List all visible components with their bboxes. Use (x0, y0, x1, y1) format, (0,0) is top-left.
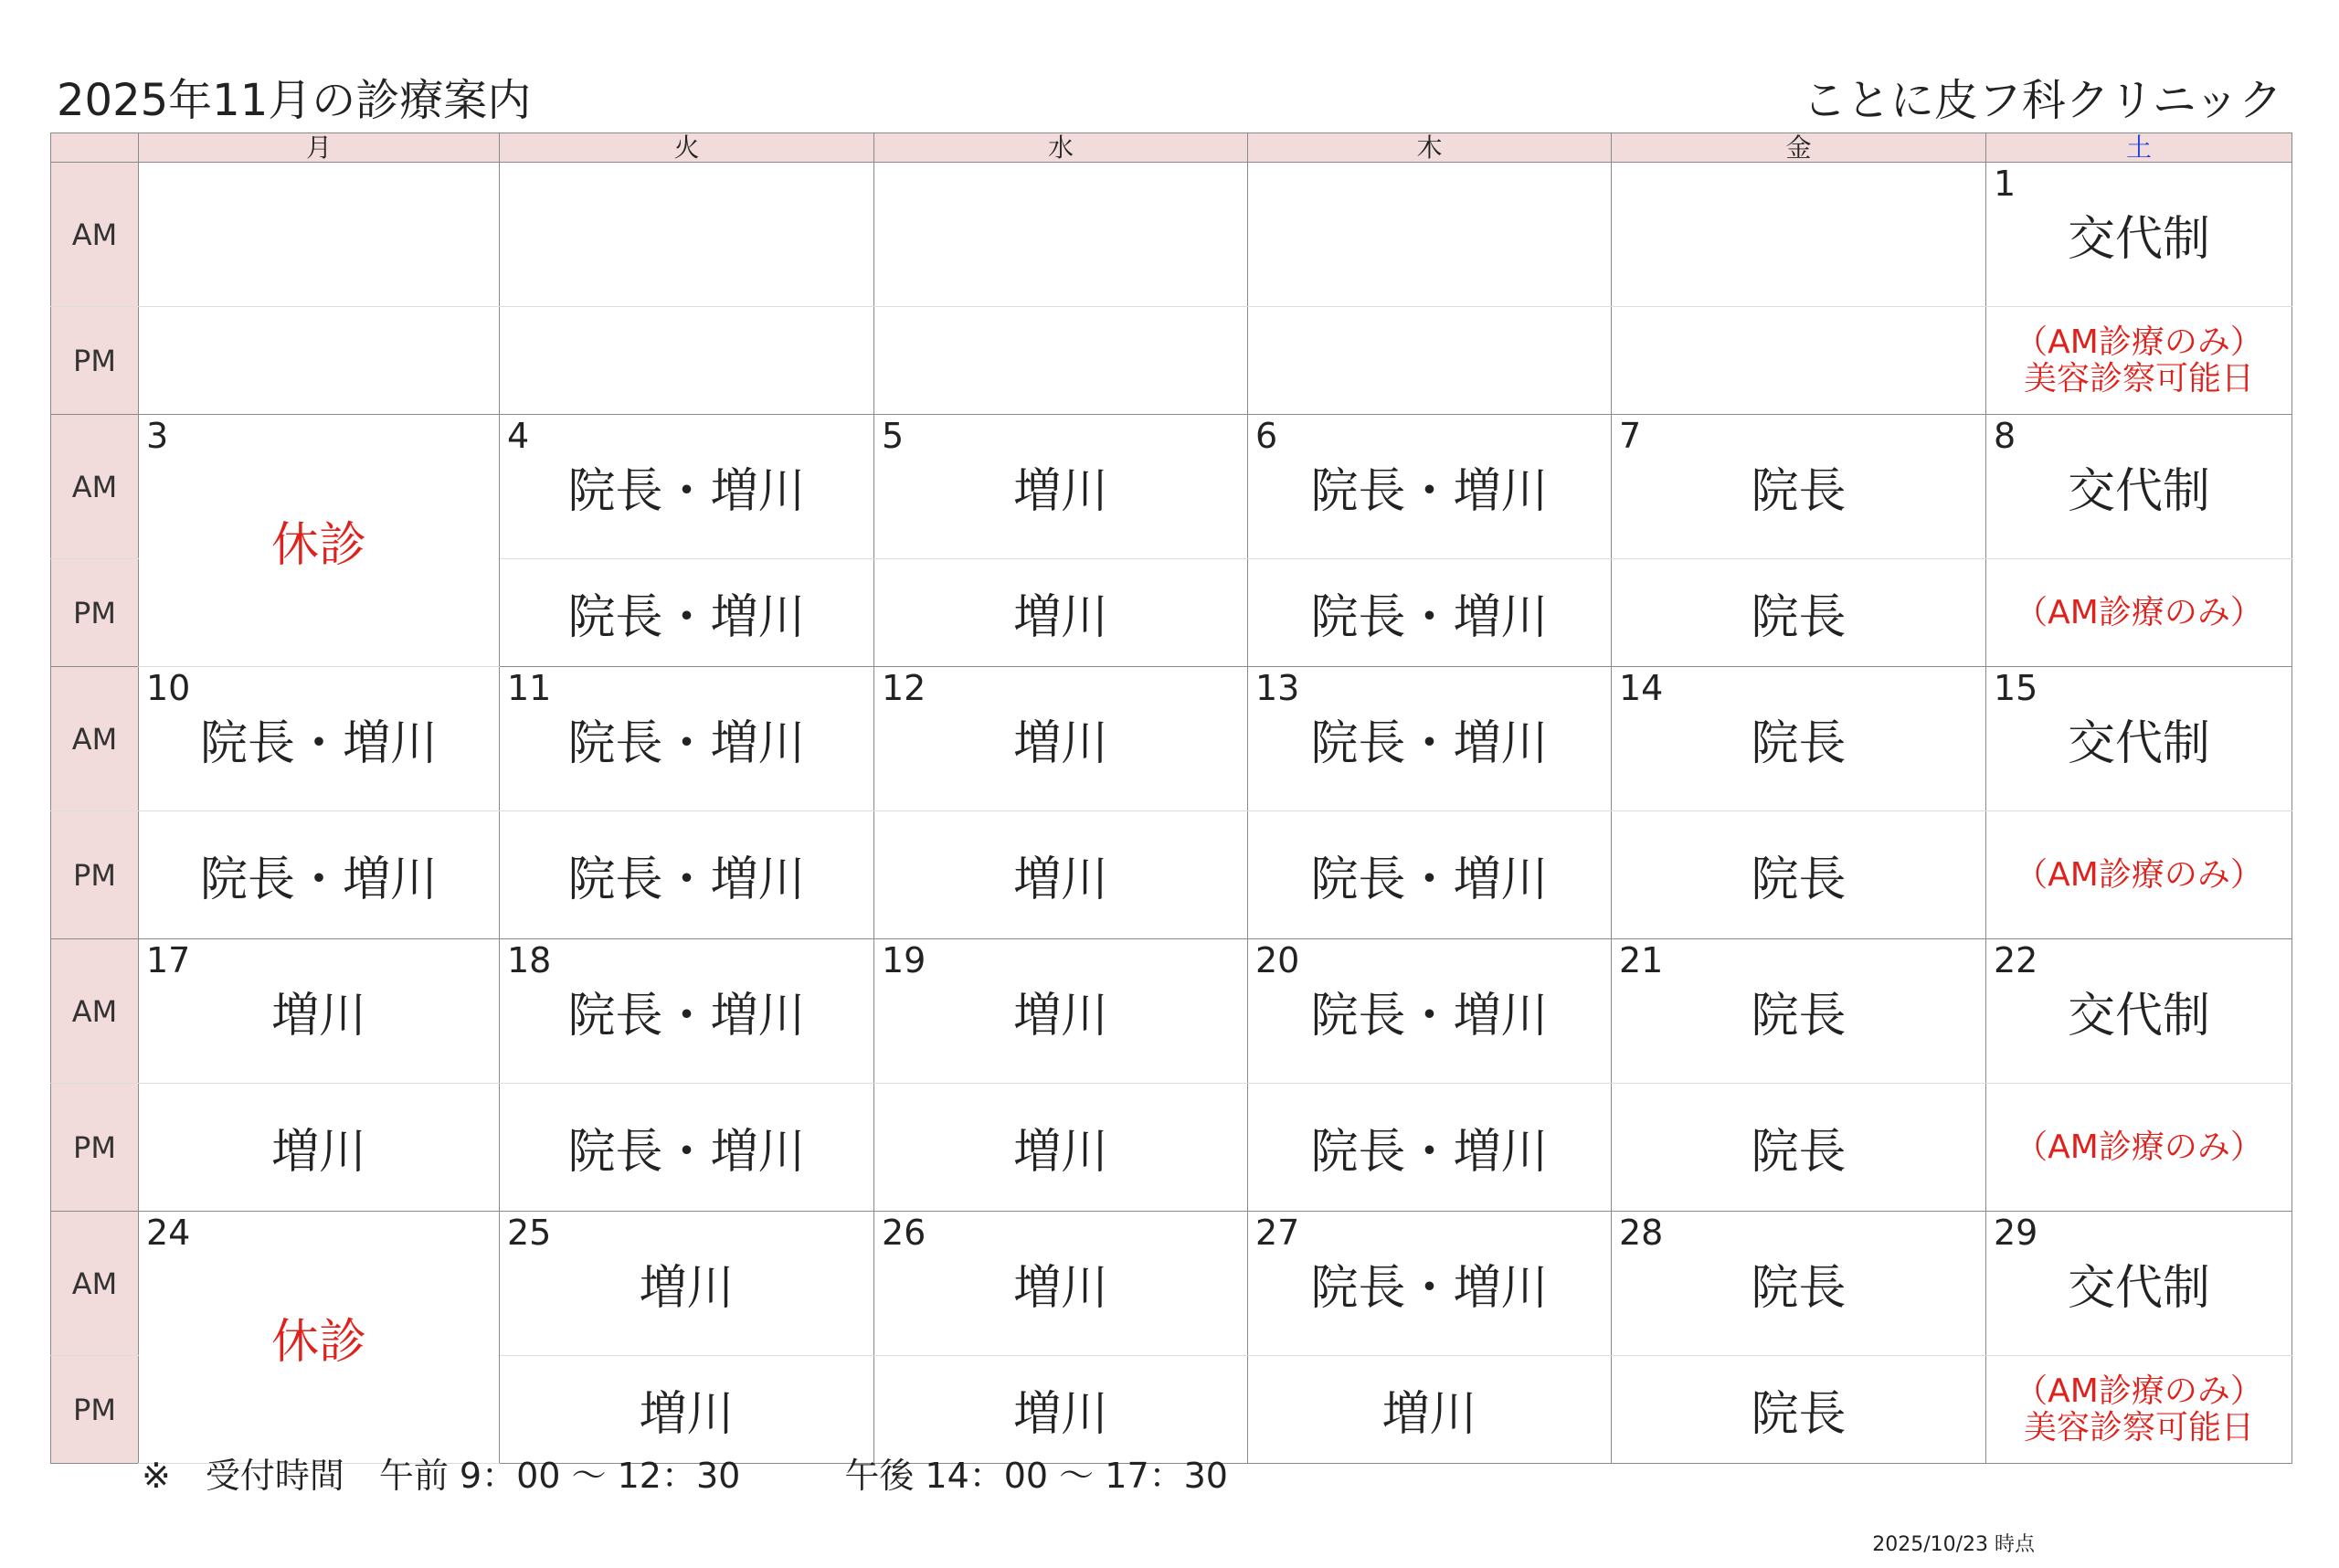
am-cell (874, 163, 1248, 307)
day-number: 18 (507, 940, 552, 980)
pm-staff: 増川 (270, 1125, 366, 1180)
am-row (51, 939, 2292, 1084)
weekday-mon: 月 (139, 133, 500, 163)
am-only-note: （AM診療のみ） (2015, 593, 2263, 631)
pm-cell (1986, 559, 2292, 667)
pm-cell (1986, 1084, 2292, 1212)
am-staff: 交代制 (2067, 212, 2210, 267)
pm-staff: 院長 (1751, 853, 1847, 907)
pm-cell (500, 559, 874, 667)
am-cell (139, 667, 500, 811)
am-cell (1248, 939, 1612, 1084)
pm-staff: 院長・増川 (567, 1125, 806, 1180)
reception-hours-note: ※ 受付時間 午前 9：00 ～ 12：30 午後 14：00 ～ 17：30 (142, 1456, 1228, 1496)
am-slot-label: AM (51, 1212, 139, 1356)
am-staff: 院長 (1751, 989, 1847, 1044)
pm-cell (1612, 559, 1986, 667)
pm-cell (500, 1356, 874, 1464)
pm-staff: 増川 (1012, 590, 1108, 645)
cosmetic-consult-note: 美容診察可能日 (2023, 1408, 2254, 1446)
pm-row (51, 811, 2292, 939)
pm-cell (500, 811, 874, 939)
pm-staff: 院長 (1751, 1387, 1847, 1442)
am-cell (1612, 667, 1986, 811)
day-number: 14 (1619, 668, 1664, 708)
am-staff: 増川 (639, 1261, 735, 1316)
am-slot-label: AM (51, 163, 139, 307)
day-number: 12 (882, 668, 926, 708)
day-number: 10 (146, 668, 191, 708)
day-number: 17 (146, 940, 191, 980)
day-number: 8 (1994, 416, 2016, 456)
day-number: 20 (1255, 940, 1300, 980)
day-number: 3 (146, 416, 169, 456)
clinic-name: ことに皮フ科クリニック (1802, 75, 2282, 126)
day-number: 28 (1619, 1213, 1664, 1253)
am-cell (1248, 163, 1612, 307)
am-slot-label: AM (51, 415, 139, 559)
closed-label: 休診 (270, 518, 366, 573)
am-cell (1248, 667, 1612, 811)
am-staff: 院長・増川 (1310, 989, 1549, 1044)
am-cell (1986, 415, 2292, 559)
am-only-note: （AM診療のみ） (2015, 855, 2263, 894)
day-number: 27 (1255, 1213, 1300, 1253)
pm-cell (500, 1084, 874, 1212)
am-staff: 院長・増川 (567, 989, 806, 1044)
pm-cell (1986, 811, 2292, 939)
am-cell (1612, 1212, 1986, 1356)
pm-cell (139, 1084, 500, 1212)
pm-staff: 院長・増川 (567, 853, 806, 907)
pm-note (1986, 1129, 2291, 1166)
am-cell (1986, 1212, 2292, 1356)
weekday-wed: 水 (874, 133, 1248, 163)
pm-cell (139, 811, 500, 939)
pm-row (51, 307, 2292, 415)
am-only-note: （AM診療のみ） (2015, 323, 2263, 361)
am-staff: 院長・増川 (567, 716, 806, 771)
pm-staff: 院長・増川 (1310, 853, 1549, 907)
day-number: 29 (1994, 1213, 2038, 1253)
am-cell (139, 163, 500, 307)
page-title: 2025年11月の診療案内 (57, 75, 532, 126)
day-number: 11 (507, 668, 552, 708)
schedule-calendar (50, 132, 2292, 1464)
pm-staff: 院長 (1751, 1125, 1847, 1180)
am-staff: 院長・増川 (1310, 464, 1549, 519)
pm-staff: 増川 (1012, 853, 1108, 907)
day-number: 13 (1255, 668, 1300, 708)
am-cell (1612, 939, 1986, 1084)
day-cell-closed (139, 415, 500, 667)
weekday-sat: 土 (1986, 133, 2292, 163)
pm-cell (1248, 1084, 1612, 1212)
am-row (51, 1212, 2292, 1356)
am-staff: 院長 (1751, 716, 1847, 771)
am-cell (1986, 667, 2292, 811)
am-slot-label: AM (51, 939, 139, 1084)
am-cell (1612, 163, 1986, 307)
pm-cell (874, 1356, 1248, 1464)
weekday-fri: 金 (1612, 133, 1986, 163)
pm-cell (1248, 559, 1612, 667)
pm-staff: 院長・増川 (567, 590, 806, 645)
day-number: 22 (1994, 940, 2038, 980)
pm-staff: 増川 (1012, 1387, 1108, 1442)
pm-cell (1986, 1356, 2292, 1464)
as-of-date: 2025/10/23 時点 (1872, 1533, 2035, 1556)
pm-slot-label: PM (51, 307, 139, 415)
am-staff: 交代制 (2067, 716, 2210, 771)
pm-cell (874, 1084, 1248, 1212)
pm-cell (874, 811, 1248, 939)
am-only-note: （AM診療のみ） (2015, 1128, 2263, 1166)
day-number: 1 (1994, 164, 2016, 204)
day-number: 7 (1619, 416, 1642, 456)
pm-cell (139, 307, 500, 415)
am-cell (1986, 163, 2292, 307)
day-number: 4 (507, 416, 530, 456)
pm-cell (1986, 307, 2292, 415)
pm-cell (874, 559, 1248, 667)
pm-slot-label: PM (51, 1356, 139, 1464)
pm-slot-label: PM (51, 811, 139, 939)
am-staff: 交代制 (2067, 1261, 2210, 1316)
pm-row (51, 1084, 2292, 1212)
am-cell (1986, 939, 2292, 1084)
am-staff: 院長 (1751, 1261, 1847, 1316)
am-cell (874, 415, 1248, 559)
pm-cell (1612, 307, 1986, 415)
am-cell (1248, 415, 1612, 559)
pm-staff: 院長・増川 (199, 853, 438, 907)
day-number: 24 (146, 1213, 191, 1253)
pm-staff: 増川 (1012, 1125, 1108, 1180)
pm-staff: 増川 (1381, 1387, 1477, 1442)
am-slot-label: AM (51, 667, 139, 811)
pm-cell (1612, 1084, 1986, 1212)
day-cell-closed (139, 1212, 500, 1464)
day-number: 26 (882, 1213, 926, 1253)
am-staff: 交代制 (2067, 464, 2210, 519)
am-staff: 交代制 (2067, 989, 2210, 1044)
am-staff: 増川 (270, 989, 366, 1044)
pm-slot-label: PM (51, 1084, 139, 1212)
am-cell (500, 163, 874, 307)
day-number: 19 (882, 940, 926, 980)
day-number: 25 (507, 1213, 552, 1253)
am-staff: 院長・増川 (1310, 716, 1549, 771)
am-row (51, 667, 2292, 811)
am-staff: 院長・増川 (1310, 1261, 1549, 1316)
pm-cell (874, 307, 1248, 415)
pm-note (1986, 857, 2291, 894)
am-cell (500, 667, 874, 811)
am-cell (500, 415, 874, 559)
pm-staff: 院長・増川 (1310, 590, 1549, 645)
pm-staff: 増川 (639, 1387, 735, 1442)
pm-cell (1612, 811, 1986, 939)
am-staff: 院長・増川 (567, 464, 806, 519)
am-cell (500, 939, 874, 1084)
pm-cell (500, 307, 874, 415)
day-number: 5 (882, 416, 905, 456)
weekday-tue: 火 (500, 133, 874, 163)
closed-label: 休診 (270, 1315, 366, 1370)
pm-cell (1248, 811, 1612, 939)
am-cell (500, 1212, 874, 1356)
pm-note (1986, 1373, 2291, 1446)
am-staff: 院長・増川 (199, 716, 438, 771)
am-staff: 増川 (1012, 716, 1108, 771)
day-number: 21 (1619, 940, 1664, 980)
am-cell (139, 939, 500, 1084)
am-staff: 増川 (1012, 464, 1108, 519)
am-cell (874, 939, 1248, 1084)
pm-staff: 院長・増川 (1310, 1125, 1549, 1180)
pm-cell (1248, 307, 1612, 415)
day-number: 6 (1255, 416, 1278, 456)
pm-note (1986, 324, 2291, 397)
cosmetic-consult-note: 美容診察可能日 (2023, 359, 2254, 397)
am-row (51, 163, 2292, 307)
am-staff: 増川 (1012, 989, 1108, 1044)
am-cell (1612, 415, 1986, 559)
pm-cell (1612, 1356, 1986, 1464)
pm-slot-label: PM (51, 559, 139, 667)
am-staff: 増川 (1012, 1261, 1108, 1316)
day-number: 15 (1994, 668, 2038, 708)
weekday-header-row (51, 133, 2292, 163)
pm-note (1986, 595, 2291, 631)
header-corner (51, 133, 139, 163)
am-staff: 院長 (1751, 464, 1847, 519)
am-cell (1248, 1212, 1612, 1356)
pm-staff: 院長 (1751, 590, 1847, 645)
am-cell (874, 1212, 1248, 1356)
am-only-note: （AM診療のみ） (2015, 1372, 2263, 1410)
weekday-thu: 木 (1248, 133, 1612, 163)
pm-cell (1248, 1356, 1612, 1464)
am-cell (874, 667, 1248, 811)
am-row (51, 415, 2292, 559)
